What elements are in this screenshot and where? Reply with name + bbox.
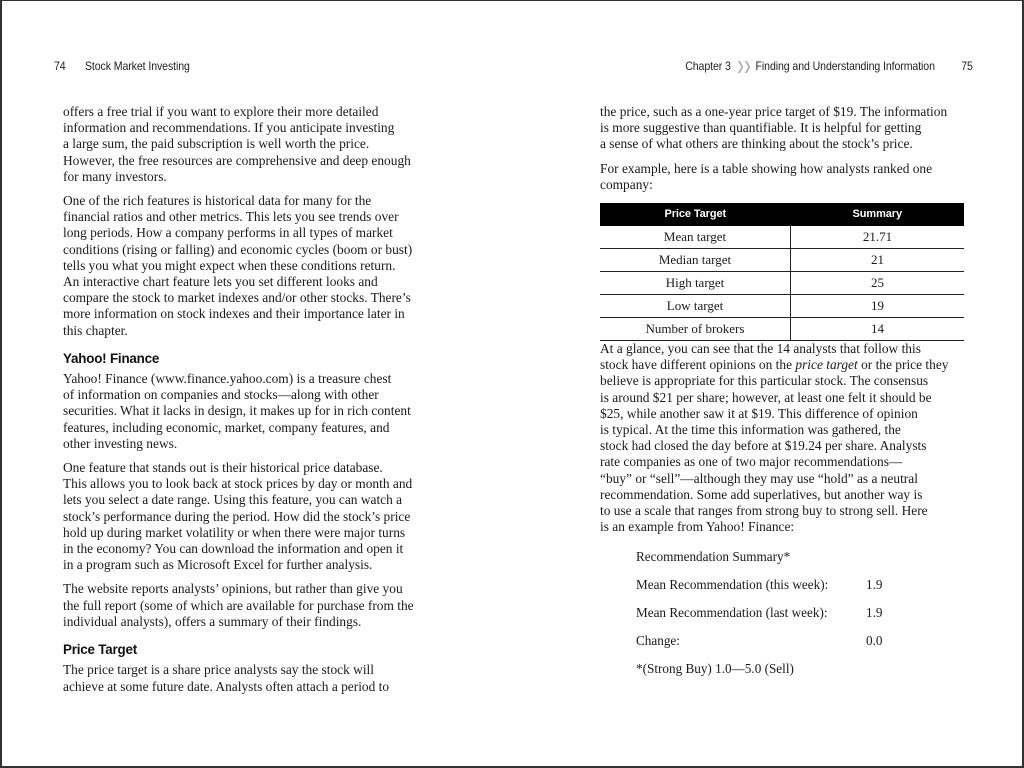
text-line: hold up during market volatility or when there were major turns [63, 524, 406, 540]
recommendation-row [636, 627, 980, 655]
text-line: long periods. How a company performs in all types of market [63, 225, 393, 241]
text-line: This allows you to look back at stock prices by day or month and [63, 476, 413, 492]
italic-term: price target [795, 357, 858, 373]
paragraph [63, 662, 435, 694]
right-body-text [600, 104, 980, 683]
table-row [600, 249, 964, 272]
text-fragment: stock have different opinions on the [600, 357, 796, 373]
recommendation-value: 1.9 [866, 605, 883, 621]
text-line: Yahoo! Finance (www.finance.yahoo.com) is a treasure chest [63, 371, 392, 387]
text-line: “buy” or “sell”—although they may use “hold” as a neutral [600, 470, 918, 486]
text-line: individual analysts), offers a summary of their findings. [63, 613, 362, 629]
text-line: tells you what you might expect when these conditions return. [63, 257, 396, 273]
text-line: other investing news. [63, 435, 178, 451]
recommendation-row [636, 599, 980, 627]
recommendation-footnote [636, 655, 980, 683]
text-line: For example, here is a table showing how analysts ranked one [600, 160, 933, 176]
text-line: lets you select a date range. Using this feature, you can watch a [63, 492, 403, 508]
text-line: recommendation. Some add superlatives, but another way is [600, 486, 923, 502]
page-number: 75 [961, 59, 973, 73]
text-line: this chapter. [63, 322, 128, 338]
text-line: At a glance, you can see that the 14 analysts that follow this [600, 341, 921, 357]
text-line: is around $21 per share; however, at least one felt it should be [600, 389, 932, 405]
text-line: conditions (rising or falling) and economic cycles (boom or bust) [63, 241, 413, 257]
table-cell-value: 25 [791, 272, 965, 295]
paragraph [600, 341, 980, 535]
text-line: of information on companies and stocks—along with other [63, 387, 379, 403]
recommendation-footnote-text: *(Strong Buy) 1.0—5.0 (Sell) [636, 661, 794, 677]
section-heading-price-target: Price Target [63, 642, 138, 658]
table-cell-label: Number of brokers [600, 318, 791, 341]
text-line: features, including economic, market, company features, and [63, 419, 390, 435]
text-line: financial ratios and other metrics. This lets you see trends over [63, 209, 399, 225]
recommendation-label: Mean Recommendation (this week): [636, 577, 829, 593]
paragraph [63, 104, 435, 185]
text-line: offers a free trial if you want to explore their more detailed [63, 104, 379, 119]
right-page [512, 0, 1024, 768]
text-line: believe is appropriate for this particular stock. The consensus [600, 373, 929, 389]
paragraph [63, 460, 435, 573]
table-cell-value: 14 [791, 318, 965, 341]
recommendation-title [636, 543, 980, 571]
table-cell-label: High target [600, 272, 791, 295]
text-line: However, the free resources are comprehensive and deep enough [63, 152, 411, 168]
text-line: The price target is a share price analysts say the stock will [63, 662, 374, 678]
text-line: is more suggestive than quantifiable. It is helpful for getting [600, 120, 922, 136]
text-line: for many investors. [63, 168, 167, 184]
recommendation-row [636, 571, 980, 599]
table-cell-label: Median target [600, 249, 791, 272]
table-row [600, 295, 964, 318]
text-line: is typical. At the time this information was gathered, the [600, 422, 901, 438]
column-header: Price Target [600, 203, 791, 226]
text-line: company: [600, 176, 653, 192]
text-line: rate companies as one of two major recommendations— [600, 454, 903, 470]
chapter-title: Finding and Understanding Information [755, 59, 936, 73]
text-line: the full report (some of which are available for purchase from the [63, 597, 414, 613]
text-line: $25, while another saw it at $19. This difference of opinion [600, 405, 918, 421]
text-line: achieve at some future date. Analysts often attach a period to [63, 678, 390, 694]
table-header-row [600, 203, 964, 226]
text-line: is an example from Yahoo! Finance: [600, 519, 795, 535]
recommendation-value: 0.0 [866, 633, 883, 649]
text-line: stock’s performance during the period. How did the stock’s price [63, 508, 411, 524]
table-cell-value: 21.71 [791, 226, 965, 249]
text-line: more information on stock indexes and their importance later in [63, 306, 405, 322]
text-line: in the economy? You can download the information and open it [63, 541, 404, 557]
table-row [600, 226, 964, 249]
paragraph [63, 371, 435, 452]
recommendation-label: Mean Recommendation (last week): [636, 605, 828, 621]
text-line: securities. What it lacks in design, it makes up for in rich content [63, 403, 411, 419]
paragraph [63, 193, 435, 339]
table-cell-value: 19 [791, 295, 965, 318]
page-number: 74 [54, 59, 66, 73]
text-line: the price, such as a one-year price target of $19. The information [600, 104, 948, 119]
double-chevron-right-icon: ❯❯ [736, 59, 751, 73]
paragraph [600, 104, 980, 153]
book-title: Stock Market Investing [84, 59, 190, 73]
paragraph [600, 161, 980, 193]
text-line: information and recommendations. If you anticipate investing [63, 120, 395, 136]
text-line: An interactive chart feature lets you set different looks and [63, 274, 378, 290]
paragraph [63, 581, 435, 630]
text-fragment: or the price they [857, 357, 949, 373]
recommendation-title-text: Recommendation Summary* [636, 549, 791, 565]
table-cell-label: Low target [600, 295, 791, 318]
text-line: The website reports analysts’ opinions, but rather than give you [63, 581, 403, 597]
text-line: a sense of what others are thinking about the stock’s price. [600, 136, 913, 152]
price-target-table [600, 203, 964, 341]
text-line: One feature that stands out is their historical price database. [63, 460, 383, 476]
text-line: a large sum, the paid subscription is well worth the price. [63, 136, 370, 152]
column-header: Summary [791, 203, 965, 226]
left-body-text [63, 104, 435, 703]
text-line [600, 357, 980, 373]
table-row [600, 272, 964, 295]
chapter-label: Chapter 3 [685, 59, 731, 73]
table-row [600, 318, 964, 341]
table-cell-label: Mean target [600, 226, 791, 249]
recommendation-summary [636, 543, 980, 683]
section-heading-yahoo-finance: Yahoo! Finance [63, 350, 160, 366]
right-running-head [646, 59, 973, 73]
text-line: compare the stock to market indexes and/or other stocks. There’s [63, 290, 411, 306]
left-running-head [54, 59, 190, 73]
recommendation-value: 1.9 [866, 577, 883, 593]
text-line: One of the rich features is historical data for many for the [63, 193, 372, 209]
text-line: to use a scale that ranges from strong buy to strong sell. Here [600, 503, 928, 519]
table-cell-value: 21 [791, 249, 965, 272]
text-line: in a program such as Microsoft Excel for further analysis. [63, 557, 373, 573]
text-line: stock had closed the day before at $19.24 per share. Analysts [600, 438, 927, 454]
recommendation-label: Change: [636, 633, 680, 649]
